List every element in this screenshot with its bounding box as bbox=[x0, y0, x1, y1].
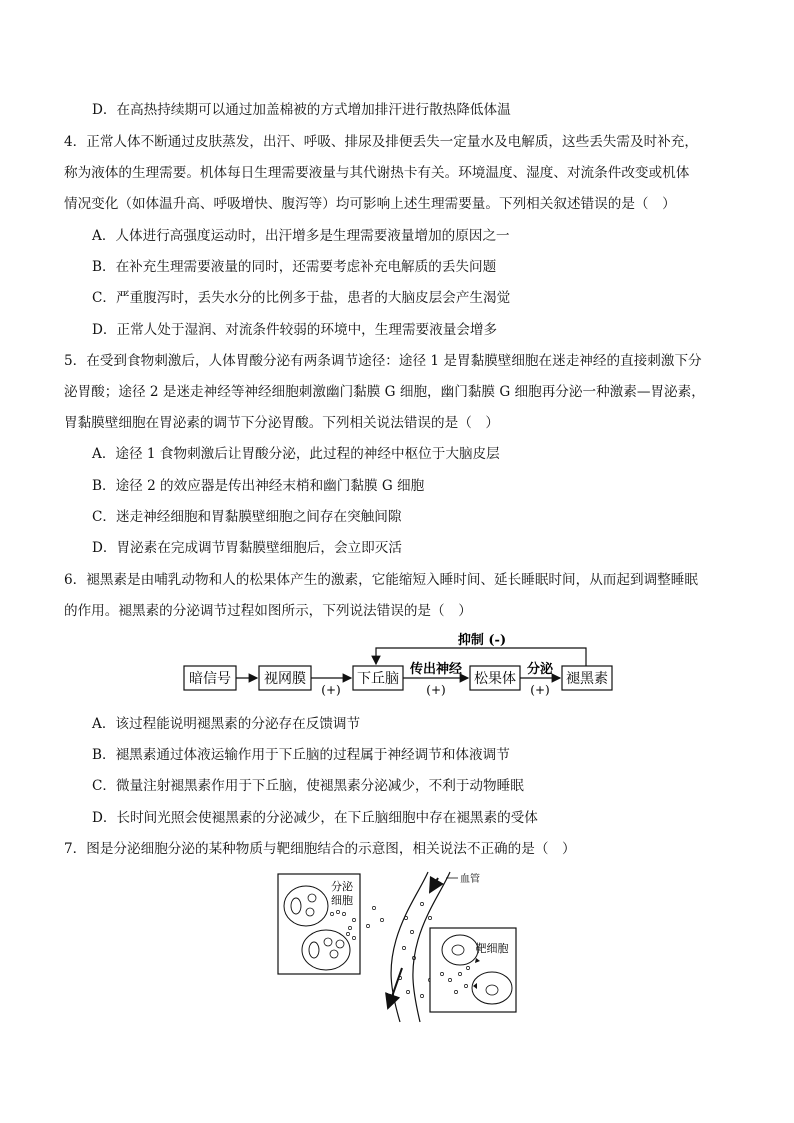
q6-option-c: C．微量注射褪黑素作用于下丘脑，使褪黑素分泌减少，不利于动物睡眠 bbox=[92, 778, 524, 794]
box-dark-signal-label: 暗信号 bbox=[189, 671, 231, 687]
arrow-4-label: 分泌 bbox=[526, 662, 554, 677]
feedback-arrow bbox=[376, 648, 586, 666]
q6-option-d: D．长时间光照会使褪黑素的分泌减少，在下丘脑细胞中存在褪黑素的受体 bbox=[92, 810, 538, 826]
q4-stem-cont1: 称为液体的生理需要。机体每日生理需要液量与其代谢热卡有关。环境温度、湿度、对流条件改变或机体 bbox=[64, 165, 690, 181]
feedback-label: 抑制 (-) bbox=[457, 633, 507, 648]
box-hypothalamus-label: 下丘脑 bbox=[357, 671, 399, 687]
q4-stem-cont2: 情况变化（如体温升高、呼吸增快、腹泻等）均可影响上述生理需要量。下列相关叙述错误的是（ ） bbox=[64, 196, 676, 212]
arrow-4-sign: (+) bbox=[530, 683, 550, 697]
q4-option-a: A．人体进行高强度运动时，出汗增多是生理需要液量增加的原因之一 bbox=[92, 228, 510, 244]
q5-option-c: C．迷走神经细胞和胃黏膜壁细胞之间存在突触间隙 bbox=[92, 509, 402, 525]
arrow-3-sign: (+) bbox=[426, 683, 446, 697]
secretion-diagram bbox=[270, 868, 530, 1028]
target-cell-box bbox=[430, 928, 516, 1012]
arrow-3-label: 传出神经 bbox=[409, 662, 463, 677]
q5-option-d: D．胃泌素在完成调节胃黏膜壁细胞后，会立即灭活 bbox=[92, 540, 402, 556]
q5-stem: 5．在受到食物刺激后，人体胃酸分泌有两条调节途径：途径 1 是胃黏膜壁细胞在迷走神经的直接刺激下分 bbox=[64, 353, 702, 369]
q5-stem-cont1: 泌胃酸；途径 2 是迷走神经等神经细胞刺激幽门黏膜 G 细胞，幽门黏膜 G 细胞再分泌一种激素—胃泌素， bbox=[64, 384, 705, 400]
q5-option-a: A．途径 1 食物刺激后让胃酸分泌，此过程的神经中枢位于大脑皮层 bbox=[92, 446, 500, 462]
q4-stem: 4．正常人体不断通过皮肤蒸发，出汗、呼吸、排尿及排便丢失一定量水及电解质，这些丢失需及时补充， bbox=[64, 134, 698, 150]
q4-option-b: B．在补充生理需要液量的同时，还需要考虑补充电解质的丢失问题 bbox=[92, 259, 497, 275]
q3-option-d: D．在高热持续期可以通过加盖棉被的方式增加排汗进行散热降低体温 bbox=[92, 102, 511, 118]
box-pineal-label: 松果体 bbox=[474, 671, 516, 687]
q4-option-d: D．正常人处于湿润、对流条件较弱的环境中，生理需要液量会增多 bbox=[92, 322, 498, 338]
q4-option-c: C．严重腹泻时，丢失水分的比例多于盐，患者的大脑皮层会产生渴觉 bbox=[92, 290, 511, 306]
box-retina-label: 视网膜 bbox=[264, 671, 306, 687]
q5-stem-cont2: 胃黏膜壁细胞在胃泌素的调节下分泌胃酸。下列相关说法错误的是（ ） bbox=[64, 415, 499, 431]
q6-stem-cont1: 的作用。褪黑素的分泌调节过程如图所示，下列说法错误的是（ ） bbox=[64, 603, 472, 619]
vessel-label: 血管 bbox=[460, 874, 480, 885]
secretory-label-1: 分泌 bbox=[331, 880, 353, 893]
arrow-2-sign: (+) bbox=[321, 683, 341, 697]
q6-option-b: B．褪黑素通过体液运输作用于下丘脑的过程属于神经调节和体液调节 bbox=[92, 747, 510, 763]
melatonin-flow-diagram bbox=[0, 628, 794, 698]
secretory-label-2: 细胞 bbox=[331, 894, 353, 907]
q6-option-a: A．该过程能说明褪黑素的分泌存在反馈调节 bbox=[92, 716, 361, 732]
q6-stem: 6．褪黑素是由哺乳动物和人的松果体产生的激素，它能缩短入睡时间、延长睡眠时间，从而起到调整睡眠 bbox=[64, 572, 698, 588]
q7-stem: 7．图是分泌细胞分泌的某种物质与靶细胞结合的示意图，相关说法不正确的是（ ） bbox=[64, 841, 576, 857]
q5-option-b: B．途径 2 的效应器是传出神经末梢和幽门黏膜 G 细胞 bbox=[92, 478, 425, 494]
target-label: 靶细胞 bbox=[475, 942, 509, 955]
box-melatonin-label: 褪黑素 bbox=[566, 671, 608, 687]
vessel-wall-left bbox=[391, 872, 428, 1022]
